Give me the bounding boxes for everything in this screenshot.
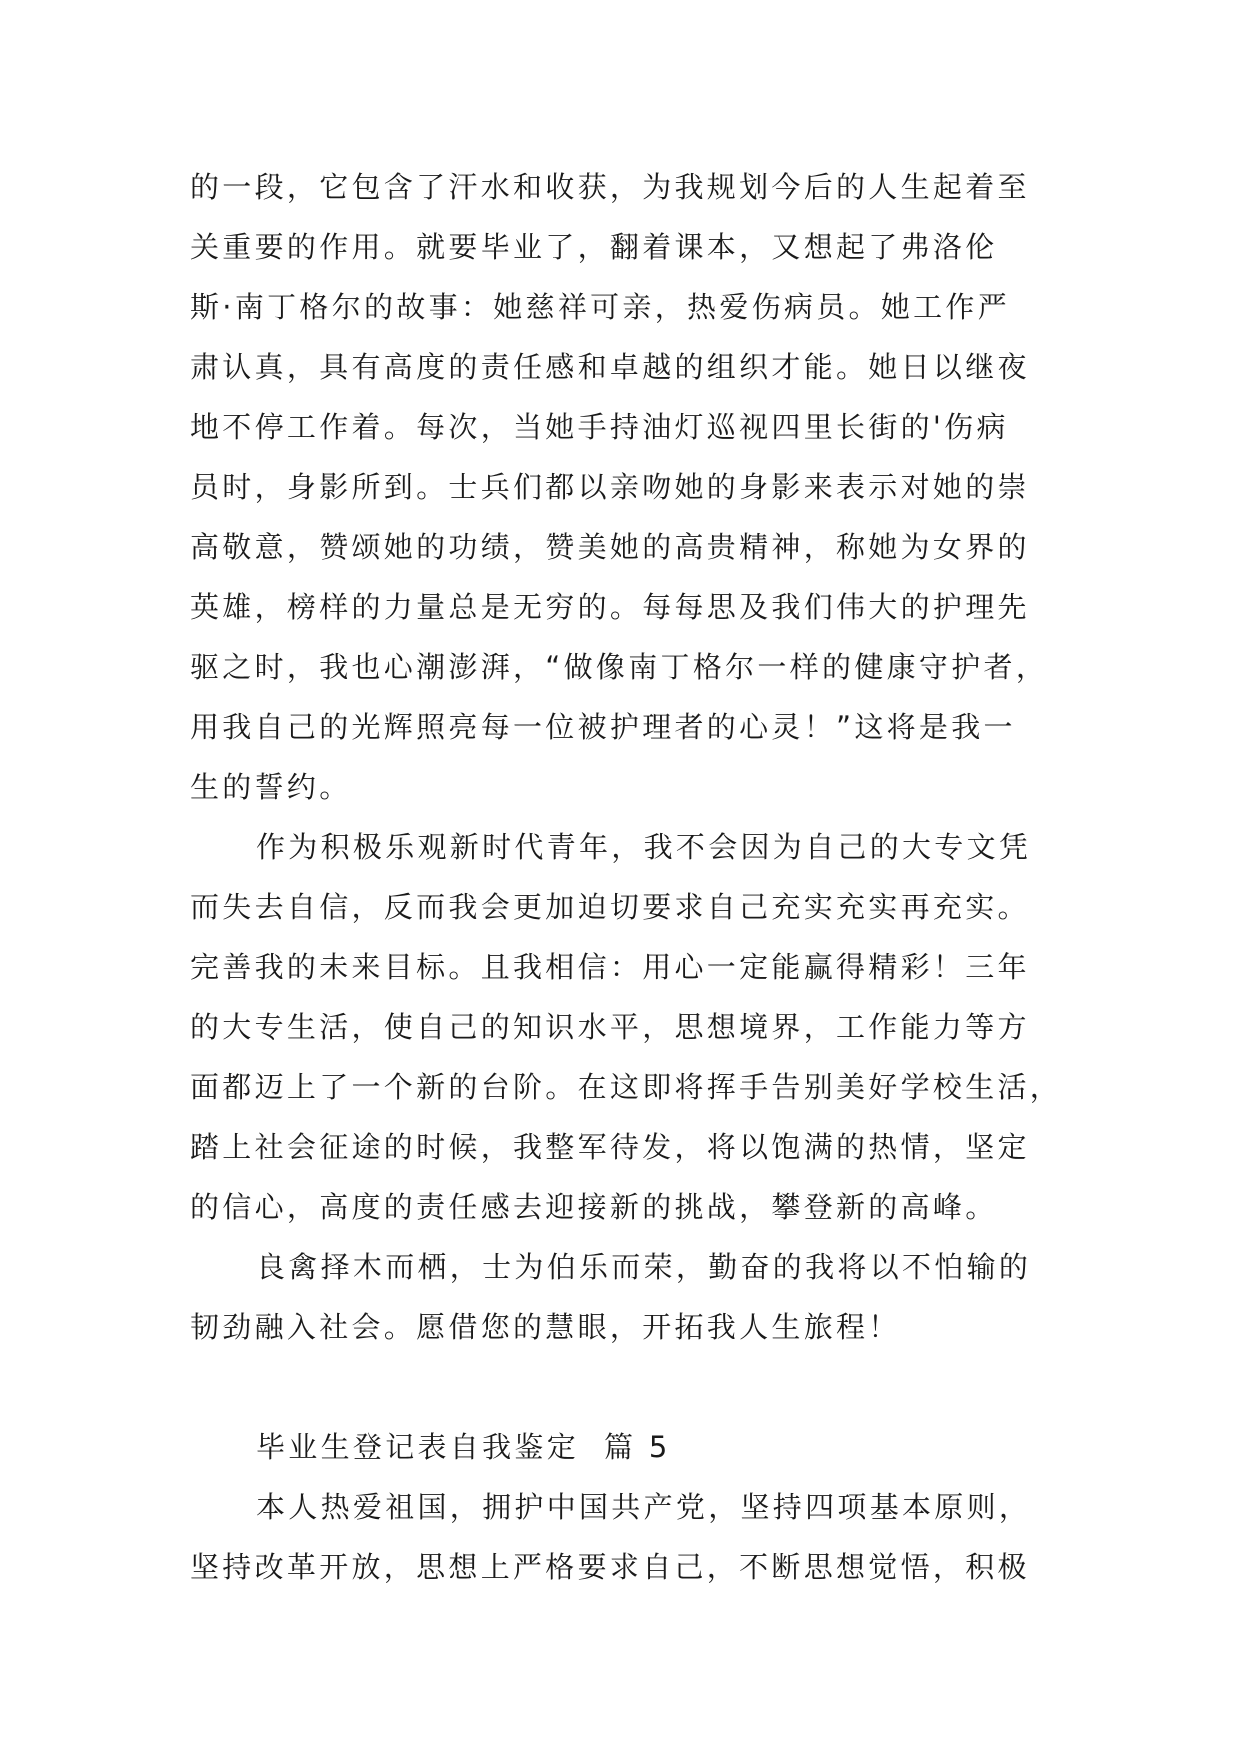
text-line: 英雄，榜样的力量总是无穷的。每每思及我们伟大的护理先: [190, 590, 1030, 624]
text-line: 用我自己的光辉照亮每一位被护理者的心灵！”这将是我一: [190, 710, 1016, 744]
blank-line: [190, 1357, 1060, 1417]
text-line: 生的誓约。: [190, 770, 352, 804]
text-line: 面都迈上了一个新的台阶。在这即将挥手告别美好学校生活，: [190, 1070, 1063, 1104]
text-line: 踏上社会征途的时候，我整军待发，将以饱满的热情，坚定: [190, 1130, 1030, 1164]
document-body: [190, 157, 1063, 1597]
text-line: 本人热爱祖国，拥护中国共产党，坚持四项基本原则，: [256, 1490, 1032, 1524]
text-line: 斯·南丁格尔的故事：她慈祥可亲，热爱伤病员。她工作严: [190, 290, 1011, 324]
text-line: 的一段，它包含了汗水和收获，为我规划今后的人生起着至: [190, 170, 1030, 204]
text-line: 关重要的作用。就要毕业了，翻着课本，又想起了弗洛伦: [190, 230, 998, 264]
text-line: 坚持改革开放，思想上严格要求自己，不断思想觉悟，积极: [190, 1550, 1030, 1584]
text-line: 地不停工作着。每次，当她手持油灯巡视四里长街的'伤病: [190, 410, 1009, 444]
paragraph: [190, 157, 1060, 817]
text-line: 作为积极乐观新时代青年，我不会因为自己的大专文凭: [256, 830, 1032, 864]
text-line: 的信心，高度的责任感去迎接新的挑战，攀登新的高峰。: [190, 1190, 998, 1224]
text-line: 而失去自信，反而我会更加迫切要求自己充实充实再充实。: [190, 890, 1030, 924]
text-line: 驱之时，我也心潮澎湃，“做像南丁格尔一样的健康守护者，: [190, 650, 1049, 684]
text-line: 完善我的未来目标。且我相信：用心一定能赢得精彩！三年: [190, 950, 1030, 984]
text-line: 肃认真，具有高度的责任感和卓越的组织才能。她日以继夜: [190, 350, 1030, 384]
text-line: 高敬意，赞颂她的功绩，赞美她的高贵精神，称她为女界的: [190, 530, 1030, 564]
paragraph: [190, 817, 1063, 1237]
text-line: 良禽择木而栖，士为伯乐而荣，勤奋的我将以不怕输的: [256, 1250, 1032, 1284]
paragraph: [190, 1237, 1060, 1357]
text-line: 员时，身影所到。士兵们都以亲吻她的身影来表示对她的崇: [190, 470, 1030, 504]
text-line: 的大专生活，使自己的知识水平，思想境界，工作能力等方: [190, 1010, 1030, 1044]
section-title: 毕业生登记表自我鉴定 篇 5: [256, 1430, 671, 1464]
paragraph: [190, 1477, 1060, 1597]
text-line: 韧劲融入社会。愿借您的慧眼，开拓我人生旅程！: [190, 1310, 901, 1344]
